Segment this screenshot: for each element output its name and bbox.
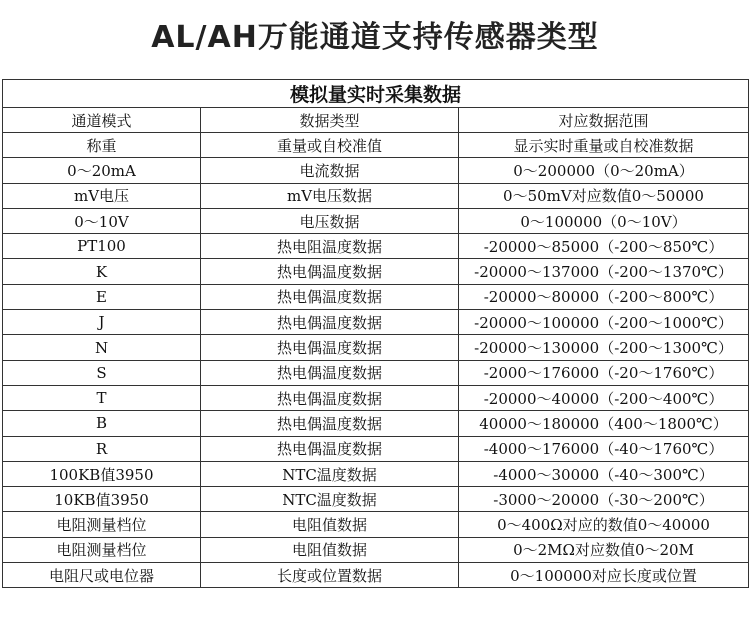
cell-channel-mode: 电阻测量档位 [3, 512, 201, 537]
cell-channel-mode: mV电压 [3, 183, 201, 208]
cell-channel-mode: T [3, 385, 201, 410]
table-row [3, 208, 749, 233]
cell-data-range: -20000～137000（-200～1370℃） [459, 259, 749, 284]
cell-data-range: 0～400Ω对应的数值0～40000 [459, 512, 749, 537]
cell-data-range: -4000～176000（-40～1760℃） [459, 436, 749, 461]
table-row [3, 563, 749, 588]
cell-data-range: 0～200000（0～20mA） [459, 158, 749, 183]
table-row [3, 335, 749, 360]
cell-data-type: NTC温度数据 [201, 487, 459, 512]
cell-data-type: 电压数据 [201, 208, 459, 233]
cell-data-type: 热电偶温度数据 [201, 360, 459, 385]
cell-data-type: 热电阻温度数据 [201, 234, 459, 259]
column-header-data-range: 对应数据范围 [459, 108, 749, 133]
cell-data-range: 显示实时重量或自校准数据 [459, 133, 749, 158]
cell-data-type: 电阻值数据 [201, 512, 459, 537]
table-row [3, 158, 749, 183]
cell-data-type: 热电偶温度数据 [201, 411, 459, 436]
cell-channel-mode: R [3, 436, 201, 461]
cell-channel-mode: 电阻测量档位 [3, 537, 201, 562]
cell-data-range: -20000～40000（-200～400℃） [459, 385, 749, 410]
cell-data-range: -20000～130000（-200～1300℃） [459, 335, 749, 360]
cell-data-range: 40000～180000（400～1800℃） [459, 411, 749, 436]
table-row [3, 360, 749, 385]
cell-data-type: 长度或位置数据 [201, 563, 459, 588]
cell-channel-mode: 100KB值3950 [3, 461, 201, 486]
cell-channel-mode: 0～10V [3, 208, 201, 233]
cell-data-range: 0～50mV对应数值0～50000 [459, 183, 749, 208]
table-row [3, 512, 749, 537]
cell-data-range: -4000～30000（-40～300℃） [459, 461, 749, 486]
cell-data-range: 0～100000（0～10V） [459, 208, 749, 233]
table-caption: 模拟量实时采集数据 [3, 80, 749, 108]
cell-channel-mode: PT100 [3, 234, 201, 259]
cell-data-type: mV电压数据 [201, 183, 459, 208]
cell-data-range: 0～100000对应长度或位置 [459, 563, 749, 588]
cell-data-type: 热电偶温度数据 [201, 310, 459, 335]
sensor-data-table [2, 79, 749, 588]
cell-data-type: 电阻值数据 [201, 537, 459, 562]
cell-data-type: 热电偶温度数据 [201, 284, 459, 309]
table-row [3, 259, 749, 284]
cell-data-range: -20000～80000（-200～800℃） [459, 284, 749, 309]
table-row [3, 310, 749, 335]
cell-data-type: 热电偶温度数据 [201, 335, 459, 360]
cell-channel-mode: 电阻尺或电位器 [3, 563, 201, 588]
table-row [3, 487, 749, 512]
table-row [3, 411, 749, 436]
table-row [3, 436, 749, 461]
column-header-channel-mode: 通道模式 [3, 108, 201, 133]
column-header-data-type: 数据类型 [201, 108, 459, 133]
table-row [3, 537, 749, 562]
cell-data-type: 热电偶温度数据 [201, 385, 459, 410]
cell-channel-mode: 10KB值3950 [3, 487, 201, 512]
table-row [3, 133, 749, 158]
cell-data-range: -20000～85000（-200～850℃） [459, 234, 749, 259]
cell-data-range: -3000～20000（-30～200℃） [459, 487, 749, 512]
cell-channel-mode: 0～20mA [3, 158, 201, 183]
cell-channel-mode: K [3, 259, 201, 284]
table-row [3, 461, 749, 486]
cell-channel-mode: N [3, 335, 201, 360]
cell-data-type: 热电偶温度数据 [201, 436, 459, 461]
table-row [3, 385, 749, 410]
table-row [3, 183, 749, 208]
cell-data-type: 重量或自校准值 [201, 133, 459, 158]
cell-data-range: 0～2MΩ对应数值0～20M [459, 537, 749, 562]
cell-data-type: NTC温度数据 [201, 461, 459, 486]
cell-channel-mode: E [3, 284, 201, 309]
cell-channel-mode: B [3, 411, 201, 436]
cell-data-range: -20000～100000（-200～1000℃） [459, 310, 749, 335]
cell-channel-mode: 称重 [3, 133, 201, 158]
cell-channel-mode: J [3, 310, 201, 335]
page-title: AL/AH万能通道支持传感器类型 [151, 20, 599, 55]
table-row [3, 284, 749, 309]
cell-data-type: 电流数据 [201, 158, 459, 183]
cell-data-type: 热电偶温度数据 [201, 259, 459, 284]
table-row [3, 234, 749, 259]
cell-channel-mode: S [3, 360, 201, 385]
cell-data-range: -2000～176000（-20～1760℃） [459, 360, 749, 385]
